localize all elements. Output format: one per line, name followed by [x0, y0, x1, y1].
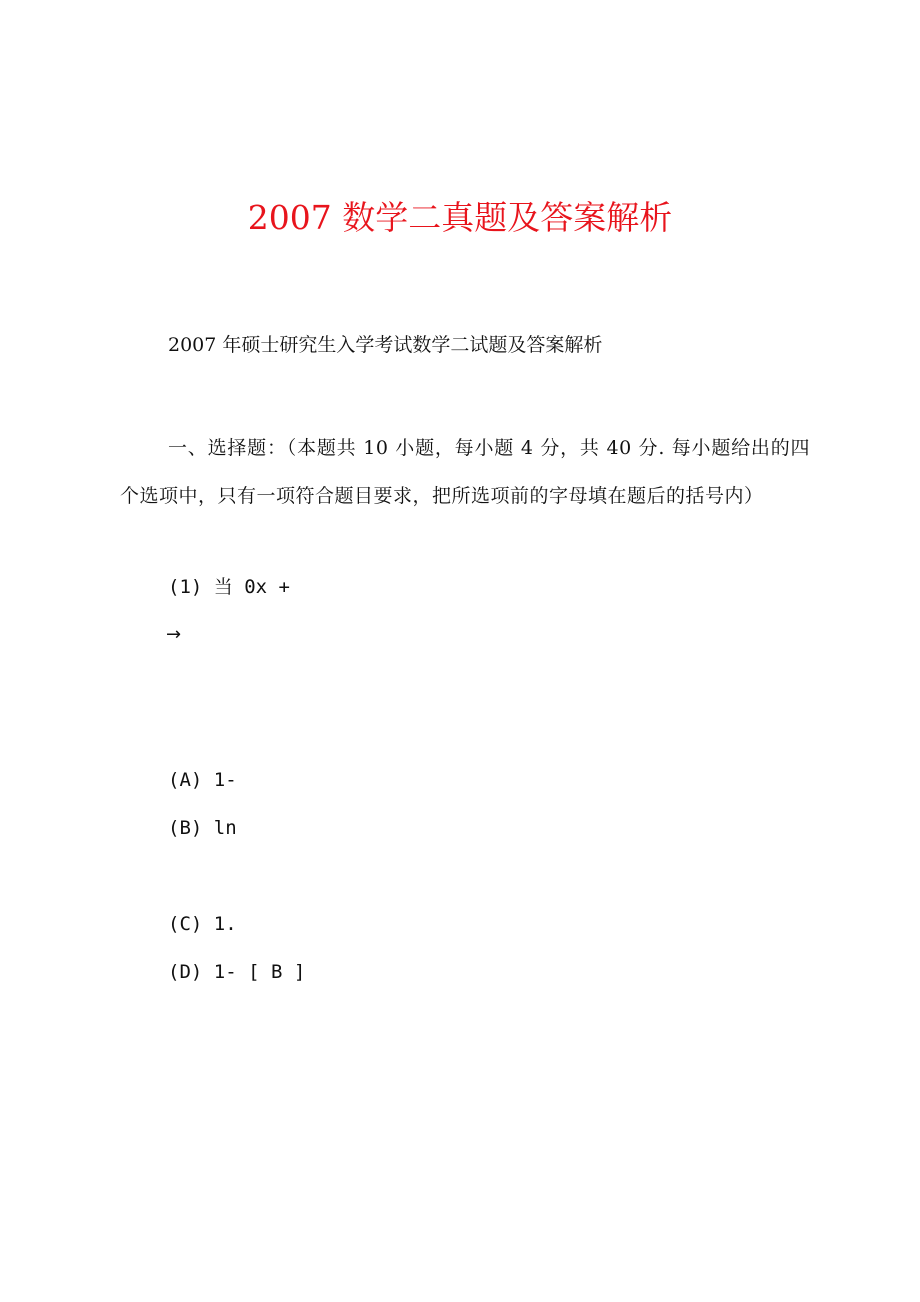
- option-c: (C) 1.: [168, 913, 237, 935]
- arrow-icon: →: [166, 624, 182, 645]
- option-b: (B) ln: [168, 817, 237, 839]
- document-subtitle: 2007 年硕士研究生入学考试数学二试题及答案解析: [168, 334, 603, 356]
- page-title: 2007 数学二真题及答案解析: [247, 198, 673, 237]
- question-1: (1) 当 0x +: [168, 576, 290, 598]
- option-d: (D) 1- [ B ]: [168, 961, 306, 983]
- option-a: (A) 1-: [168, 769, 237, 791]
- section-intro: 一、选择题：（本题共 10 小题，每小题 4 分，共 40 分. 每小题给出的四个选项中，只有一项符合题目要求，把所选项前的字母填在题后的括号内）: [120, 437, 810, 507]
